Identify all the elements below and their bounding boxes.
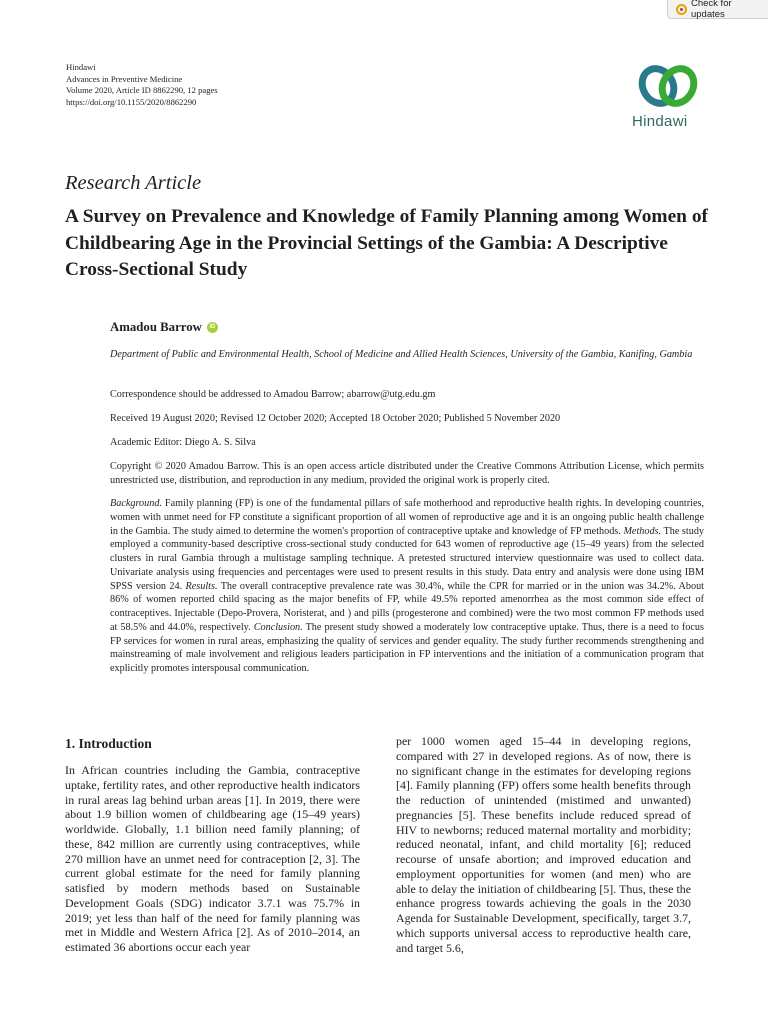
check-for-updates-badge[interactable] (667, 0, 768, 19)
abstract-conclusion: The present study showed a moderately low contraceptive uptake. Thus, there is a need to focus FP services for women in rural areas, emphasizing the quality of services and gender equality. The study further recommends strengthening and mainstreaming of male involvement and religious leaders participation in FP interventions and the initiation of a communication program that explicitly promotes interspousal communication. (110, 621, 704, 674)
abstract (110, 497, 704, 676)
article-type: Research Article (65, 172, 202, 194)
abstract-methods: The study employed a community-based descriptive cross-sectional study conducted for 643 women of reproductive age (15–49 years) from the selected clusters in rural Gambia through a multistage sampling technique. A pretested structured interview questionnaire was used to collect data. Univariate analysis using frequencies and percentages were used to present results in this study. Data entry and analysis were done using IBM SPSS version 24. (110, 525, 705, 592)
section-heading-introduction: 1. Introduction (65, 736, 152, 751)
academic-editor: Academic Editor: Diego A. S. Silva (110, 437, 256, 448)
author-name[interactable]: Amadou Barrow (110, 320, 202, 334)
author-line (110, 320, 218, 335)
publisher-info (66, 62, 218, 108)
update-check-icon (676, 4, 687, 15)
abstract-results: The overall contraceptive prevalence rate was 30.4%, while the CPR for married or in the union was 34.2%. About 86% of women reported child spacing as the major benefits of FP, while 49.5% reported amenorrhea as the most common side effect of contraceptives. Injectable (Depo-Provera, Noristerat, and ) and pills (progesterone and combined) were the two most common FP methods used at 58.5% and 44.0%, respectively. (110, 580, 704, 633)
article-dates: Received 19 August 2020; Revised 12 October 2020; Accepted 18 October 2020; Published 5 November 2020 (110, 413, 561, 424)
intro-right-column: per 1000 women aged 15–44 in developing regions, compared with 27 in developed regions. As of now, there is no significant change in the estimates for developing regions [4]. Family planning (FP) offers some health benefits through the reduction of unintended (mistimed and unwanted) pregnancies [5]. These benefits include reduced spread of HIV to newborns; reduced maternal mortality and morbidity; reduced neonatal, infant, and child mortality [6]; reduced recourse of unsafe abortion; and improved education and employment opportunities for women (and men) who are able to delay the initiation of childbearing [5]. Thus, these the enhance progress towards achieving the goals in the 2030 Agenda for Sustainable Development, specifically, target 3.7, which supports universal access to reproductive health care, and target 5.6, (396, 734, 691, 955)
copyright-notice: Copyright © 2020 Amadou Barrow. This is an open access article distributed under the Creative Commons Attribution License, which permits unrestricted use, distribution, and reproduction in any medium, provided the original work is properly cited. (110, 461, 704, 486)
correspondence: Correspondence should be addressed to Amadou Barrow; abarrow@utg.edu.gm (110, 389, 436, 400)
abstract-background: Family planning (FP) is one of the fundamental pillars of safe motherhood and reproductive health rights. In developing countries, women with unmet need for FP constitute a significant proportion of all women of reproductive age and it is an ongoing public health challenge in the Gambia. The study aimed to determine the women's proportion of contraceptive uptake and knowledge of FP methods. (110, 498, 705, 537)
check-for-updates-label: Check for updates (690, 0, 732, 20)
article-title: A Survey on Prevalence and Knowledge of Family Planning among Women of Childbearing Age in the Provincial Settings of the Gambia: A Descriptive Cross-Sectional Study (65, 206, 708, 280)
abstract-methods-label: Methods. (623, 525, 662, 537)
journal-name: Advances in Preventive Medicine (66, 73, 183, 84)
affiliation: Department of Public and Environmental Health, School of Medicine and Allied Health Sciences, University of the Gambia, Kanifing, Gambia (110, 349, 693, 360)
orcid-icon[interactable]: iD (207, 322, 218, 333)
abstract-background-label: Background. (110, 498, 162, 509)
doi-link[interactable]: https://doi.org/10.1155/2020/8862290 (66, 96, 197, 107)
hindawi-logo-text: Hindawi (632, 113, 688, 130)
publisher-name: Hindawi (66, 62, 96, 72)
volume-info: Volume 2020, Article ID 8862290, 12 pages (66, 85, 218, 95)
abstract-conclusion-label: Conclusion. (253, 621, 303, 633)
intro-left-column: In African countries including the Gambia, contraceptive uptake, fertility rates, and other reproductive health indicators in rural areas lag behind urban areas [1]. In 2019, there were about 1.9 billion women of childbearing age (15–49 years) worldwide. Globally, 1.1 billion need family planning; of these, 842 million are currently using contraceptives, while 270 million have an unmet need for contraception [2, 3]. The current global estimate for the need for family planning satisfied by modern methods based on Sustainable Development Goals (SDG) indicator 3.7.1 was 75.7% in 2019; yet less than half of the need for family planning was met in Middle and Western Africa [2]. As of 2010–2014, an estimated 36 abortions occur each year (65, 763, 360, 954)
abstract-results-label: Results. (185, 580, 218, 592)
